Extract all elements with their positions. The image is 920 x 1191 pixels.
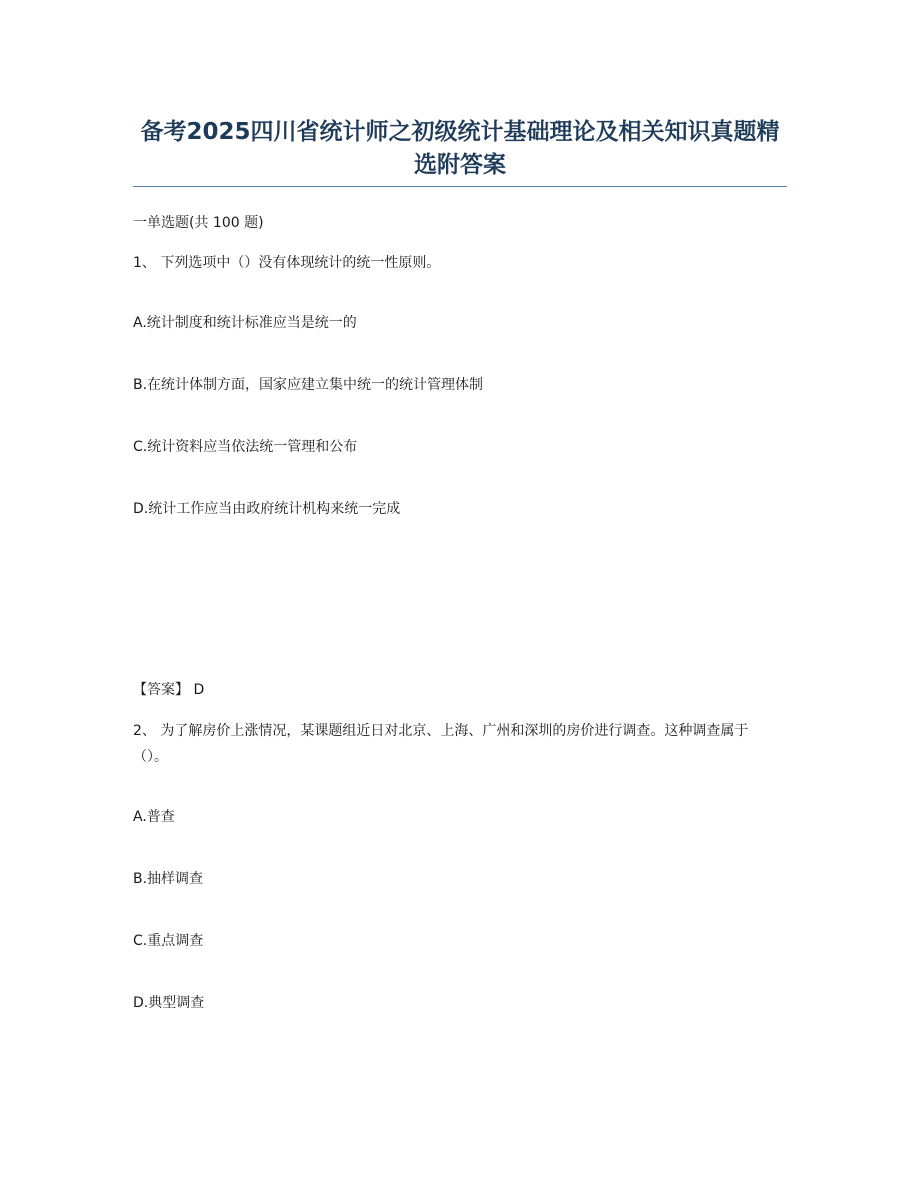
question-2-option-a: A.普查 xyxy=(133,809,175,825)
question-2-text: 2、 为了解房价上涨情况，某课题组近日对北京、上海、广州和深圳的房价进行调查。这种调查属于（）。 xyxy=(133,723,749,765)
title-divider xyxy=(133,186,787,187)
document-title: 备考2025四川省统计师之初级统计基础理论及相关知识真题精选附答案 xyxy=(140,119,780,178)
question-2-option-b: B.抽样调查 xyxy=(133,871,204,887)
question-1-text: 1、 下列选项中（）没有体现统计的统一性原则。 xyxy=(133,255,441,271)
question-1-option-d: D.统计工作应当由政府统计机构来统一完成 xyxy=(133,501,401,517)
question-1-option-b: B.在统计体制方面，国家应建立集中统一的统计管理体制 xyxy=(133,377,484,393)
question-2-option-c: C.重点调查 xyxy=(133,933,204,949)
question-1-option-c: C.统计资料应当依法统一管理和公布 xyxy=(133,439,358,455)
question-1-option-a: A.统计制度和统计标准应当是统一的 xyxy=(133,315,357,331)
question-1-answer: 【答案】 D xyxy=(133,682,205,698)
question-2-option-d: D.典型调查 xyxy=(133,995,205,1011)
section-heading: 一单选题(共 100 题) xyxy=(133,215,264,231)
